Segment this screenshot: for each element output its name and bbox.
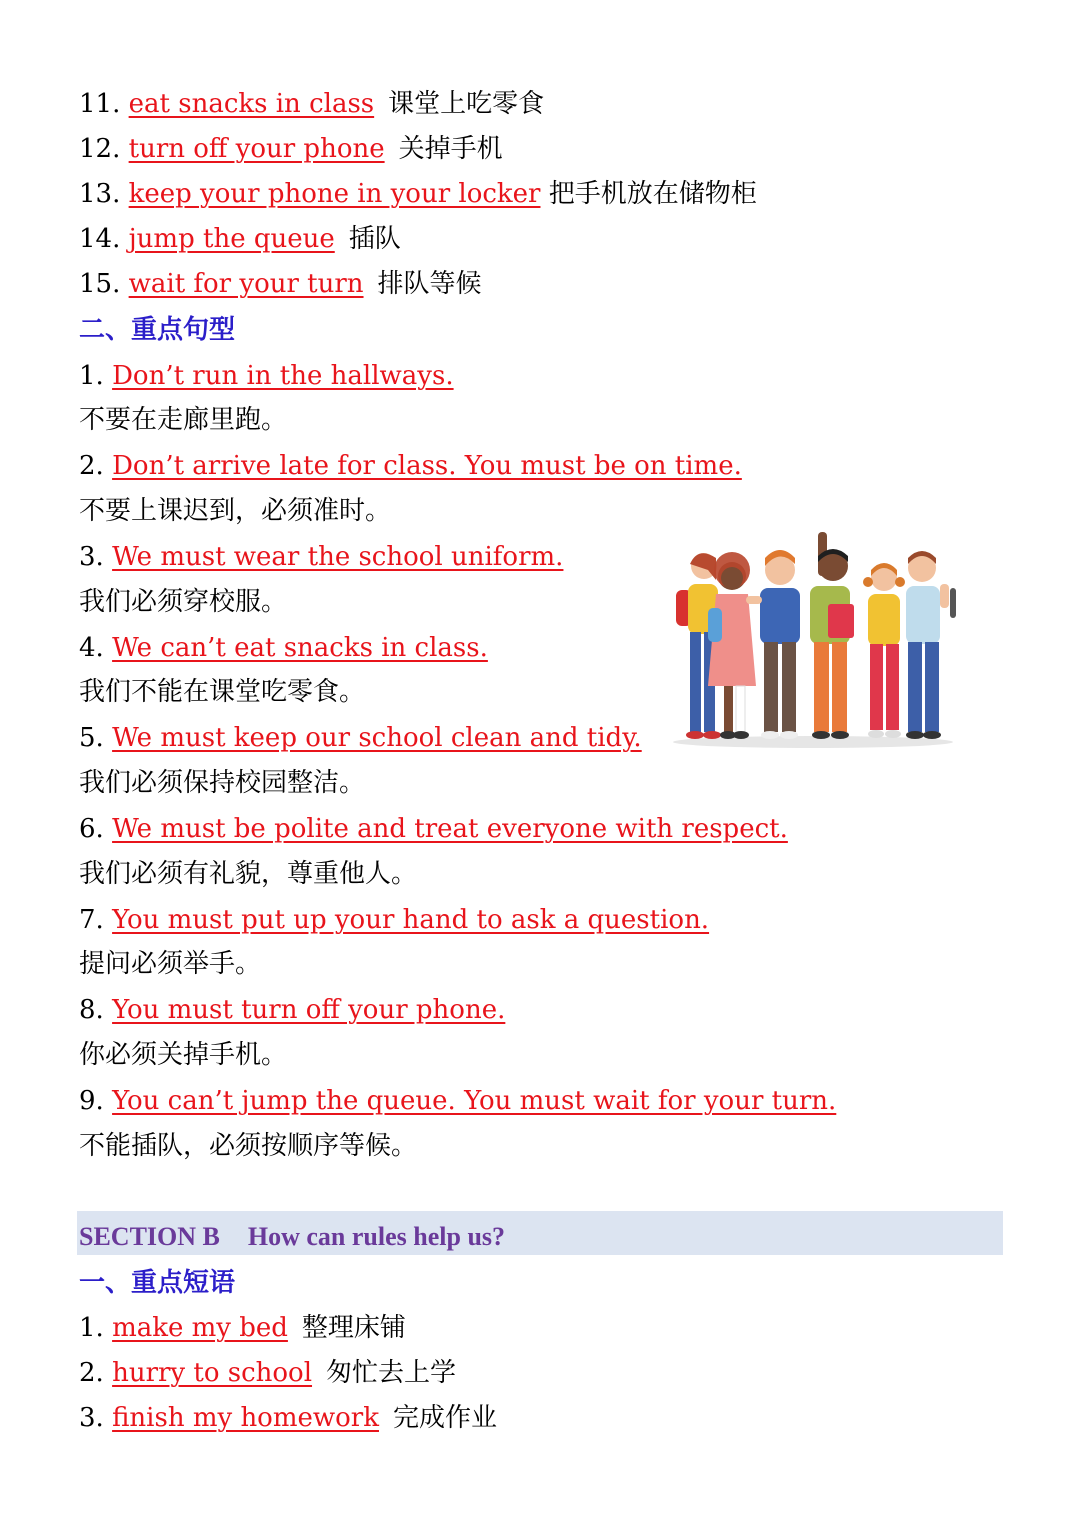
sentence-item: 8. You must turn off your phone. (79, 995, 506, 1025)
answer-text: wait for your turn (128, 269, 364, 299)
phrase-item: 11. eat snacks in class 课堂上吃零食 (79, 89, 545, 119)
answer-text: We must wear the school uniform. (112, 542, 564, 572)
answer-text: hurry to school (112, 1358, 313, 1388)
student-figure (810, 532, 854, 739)
phrase-item: 15. wait for your turn 排队等候 (79, 269, 482, 299)
answer-text: Don’t run in the hallways. (112, 361, 454, 391)
answer-text: jump the queue (128, 224, 335, 254)
answer-text: Don’t arrive late for class. You must be on time. (112, 451, 742, 481)
phrase-item: 14. jump the queue 插队 (79, 224, 401, 254)
phrase-item: 2. hurry to school 匆忙去上学 (79, 1358, 457, 1388)
group-of-students-illustration (668, 528, 958, 750)
sentence-translation: 我们必须保持校园整洁。 (79, 768, 366, 798)
answer-text: You must put up your hand to ask a question. (112, 905, 710, 935)
answer-text: You must turn off your phone. (112, 995, 506, 1025)
sentence-item: 7. You must put up your hand to ask a question. (79, 905, 710, 935)
answer-text: keep your phone in your locker (128, 179, 541, 209)
sentence-translation: 不能插队，必须按顺序等候。 (79, 1131, 418, 1161)
sentence-item: 5. We must keep our school clean and tidy. (79, 723, 642, 753)
sentence-translation: 不要在走廊里跑。 (79, 405, 288, 435)
sentence-item: 9. You can’t jump the queue. You must wait for your turn. (79, 1086, 837, 1116)
answer-text: make my bed (112, 1313, 288, 1343)
sentence-translation: 我们不能在课堂吃零食。 (79, 677, 366, 707)
answer-text: We must be polite and treat everyone with respect. (112, 814, 788, 844)
sentence-translation: 我们必须穿校服。 (79, 587, 288, 617)
student-figure (863, 563, 905, 738)
section-question: How can rules help us? (247, 1222, 506, 1251)
sentence-item: 2. Don’t arrive late for class. You must be on time. (79, 451, 742, 481)
sentence-translation: 不要上课迟到，必须准时。 (79, 496, 392, 526)
sentence-translation: 提问必须举手。 (79, 949, 262, 979)
section-b-title (79, 1220, 505, 1254)
phrase-item: 13. keep your phone in your locker 把手机放在储物柜 (79, 179, 757, 209)
sentence-item: 1. Don’t run in the hallways. (79, 361, 454, 391)
answer-text: turn off your phone (128, 134, 385, 164)
sentence-item: 6. We must be polite and treat everyone with respect. (79, 814, 788, 844)
phrase-item: 12. turn off your phone 关掉手机 (79, 134, 503, 164)
answer-text: eat snacks in class (128, 89, 375, 119)
student-figure (906, 551, 956, 739)
sentence-item: 4. We can’t eat snacks in class. (79, 633, 488, 663)
answer-text: You can’t jump the queue. You must wait for your turn. (112, 1086, 837, 1116)
sentence-item: 3. We must wear the school uniform. (79, 542, 564, 572)
sentence-translation: 你必须关掉手机。 (79, 1040, 288, 1070)
student-figure (746, 550, 800, 739)
phrase-item: 1. make my bed 整理床铺 (79, 1313, 406, 1343)
answer-text: We must keep our school clean and tidy. (112, 723, 642, 753)
phrase-item: 3. finish my homework 完成作业 (79, 1403, 497, 1433)
section-label: SECTION B (79, 1222, 220, 1251)
answer-text: finish my homework (112, 1403, 379, 1433)
sentence-translation: 我们必须有礼貌，尊重他人。 (79, 859, 418, 889)
sentences-heading: 二、重点句型 (79, 315, 236, 345)
phrases-heading: 一、重点短语 (79, 1268, 236, 1298)
student-figure (708, 552, 756, 739)
answer-text: We can’t eat snacks in class. (112, 633, 488, 663)
